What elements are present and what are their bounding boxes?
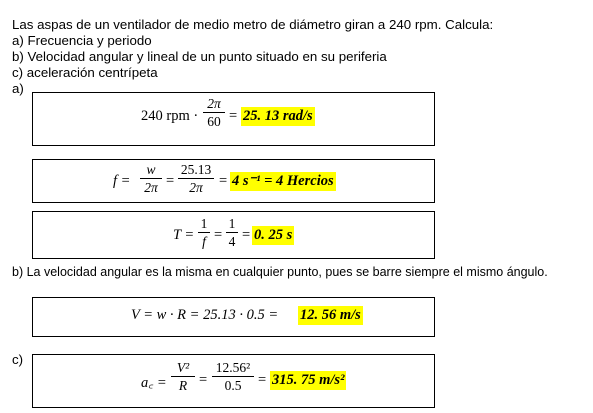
eq3-den1: f bbox=[202, 234, 206, 249]
eq5-num1: V² bbox=[176, 360, 190, 375]
eq1-lhs: 240 rpm · bbox=[141, 108, 199, 124]
eq2-equals-1: = bbox=[166, 173, 175, 189]
statement-b: b) La velocidad angular es la misma en cualquier punto, pues se barre siempre el mismo ángulo. bbox=[12, 265, 548, 279]
eq5-equals-2: = bbox=[258, 372, 267, 388]
equation-box-centripetal-acceleration bbox=[32, 354, 435, 408]
eq2-lhs: f = bbox=[113, 173, 131, 189]
eq3-num2: 1 bbox=[228, 216, 236, 231]
eq5-num2: 12.56² bbox=[215, 360, 251, 375]
eq3-den2: 4 bbox=[228, 234, 236, 249]
equation-box-linear-velocity bbox=[32, 297, 435, 337]
eq3-result: 0. 25 s bbox=[254, 227, 293, 243]
eq5-fraction-1 bbox=[171, 360, 195, 393]
eq3-fraction-1 bbox=[198, 216, 210, 249]
eq1-fraction bbox=[203, 96, 225, 129]
eq3-num1: 1 bbox=[200, 216, 208, 231]
label-c: c) bbox=[12, 352, 24, 367]
eq5-den2: 0.5 bbox=[224, 378, 242, 393]
eq4-lhs: V = w · R = 25.13 · 0.5 = bbox=[131, 307, 279, 323]
label-a: a) bbox=[12, 81, 24, 96]
eq2-result: 4 s⁻¹ = 4 Hercios bbox=[232, 173, 334, 189]
eq2-num2: 25.13 bbox=[180, 162, 212, 177]
eq2-equals-2: = bbox=[219, 173, 228, 189]
eq2-fraction-1 bbox=[140, 162, 162, 195]
eq3-fraction-2 bbox=[226, 216, 238, 249]
eq5-den1: R bbox=[178, 378, 188, 393]
eq2-den2: 2π bbox=[189, 180, 203, 195]
eq5-lhs: a꜀ = bbox=[141, 375, 167, 391]
eq1-result: 25. 13 rad/s bbox=[243, 108, 313, 124]
eq1-equals: = bbox=[229, 108, 238, 124]
equation-box-angular-velocity bbox=[32, 92, 435, 146]
eq4-result: 12. 56 m/s bbox=[300, 307, 361, 323]
eq2-den1: 2π bbox=[144, 180, 158, 195]
equation-box-frequency bbox=[32, 159, 435, 203]
eq1-denominator: 60 bbox=[207, 114, 221, 129]
problem-item-b: b) Velocidad angular y lineal de un punto situado en su periferia bbox=[12, 49, 387, 64]
eq2-num1: w bbox=[146, 162, 156, 177]
eq2-fraction-2 bbox=[178, 162, 214, 195]
eq3-equals-1: = bbox=[214, 227, 223, 243]
eq5-equals-1: = bbox=[199, 372, 208, 388]
problem-intro: Las aspas de un ventilador de medio metro de diámetro giran a 240 rpm. Calcula: bbox=[12, 17, 494, 32]
eq5-result: 315. 75 m/s² bbox=[272, 372, 345, 388]
eq3-lhs: T = bbox=[173, 227, 195, 243]
equation-box-period bbox=[32, 211, 435, 259]
eq5-fraction-2 bbox=[212, 360, 254, 393]
eq1-numerator: 2π bbox=[207, 96, 221, 111]
problem-item-c: c) aceleración centrípeta bbox=[12, 65, 158, 80]
eq3-equals-2: = bbox=[242, 227, 251, 243]
problem-item-a: a) Frecuencia y periodo bbox=[12, 33, 152, 48]
